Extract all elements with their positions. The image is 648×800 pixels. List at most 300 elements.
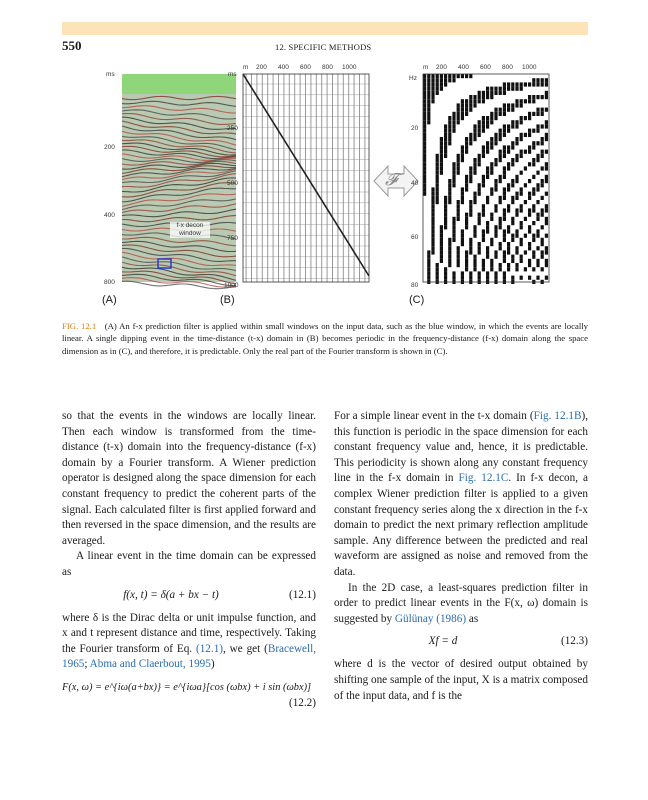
- fx-cell: [473, 133, 476, 137]
- fx-cell: [478, 133, 481, 137]
- equation-12-1: [62, 585, 316, 607]
- fx-cell: [457, 108, 460, 112]
- panel-c-top-tick: 600: [480, 64, 491, 71]
- fx-cell: [503, 87, 506, 91]
- fx-cell: [507, 242, 510, 246]
- fx-cell: [482, 116, 485, 120]
- fx-cell: [473, 162, 476, 166]
- fx-cell: [478, 250, 481, 254]
- fx-cell: [440, 82, 443, 86]
- fx-cell: [486, 150, 489, 154]
- fx-cell: [503, 238, 506, 242]
- fx-cell: [520, 87, 523, 91]
- fx-cell: [465, 112, 468, 116]
- fx-cell: [545, 208, 548, 212]
- fx-cell: [503, 192, 506, 196]
- fx-cell: [423, 95, 426, 99]
- panel-b-tick: 750: [227, 235, 238, 242]
- fx-cell: [478, 162, 481, 166]
- fx-cell: [461, 103, 464, 107]
- text-run: . In f-x decon, a complex Wiener prediction filter is applied to a given constant frequency series along the x direction in the f-x domain to predict the next primary reflection amplitude sample. Any difference between the predicted and real waveform are assigned as noise and removed from the data.: [334, 472, 588, 578]
- fx-cell: [545, 91, 548, 95]
- fx-cell: [461, 158, 464, 162]
- fx-cell: [490, 87, 493, 91]
- fx-cell: [520, 99, 523, 103]
- fx-cell: [461, 187, 464, 191]
- fx-cell: [486, 221, 489, 225]
- fx-cell: [444, 213, 447, 217]
- fx-cell: [486, 175, 489, 179]
- fx-cell: [515, 213, 518, 217]
- fx-cell: [545, 108, 548, 112]
- fx-cell: [465, 187, 468, 191]
- fx-cell: [473, 192, 476, 196]
- fx-cell: [440, 145, 443, 149]
- fx-cell: [465, 259, 468, 263]
- fx-cell: [520, 208, 523, 212]
- fx-cell: [486, 95, 489, 99]
- panel-c-unit: Hz: [409, 75, 417, 82]
- fx-cell: [545, 162, 548, 166]
- fx-cell: [427, 116, 430, 120]
- fx-cell: [448, 133, 451, 137]
- fx-cell: [444, 124, 447, 128]
- fx-cell: [482, 124, 485, 128]
- fx-cell: [427, 74, 430, 78]
- fx-cell: [461, 192, 464, 196]
- fx-cell: [473, 267, 476, 271]
- fx-cell: [528, 145, 531, 149]
- fx-cell: [536, 234, 539, 238]
- fx-cell: [448, 124, 451, 128]
- panel-b-label: (B): [220, 294, 235, 306]
- fx-cell: [486, 141, 489, 145]
- fx-cell: [482, 179, 485, 183]
- fx-cell: [440, 259, 443, 263]
- fx-cell: [494, 179, 497, 183]
- fx-cell: [465, 267, 468, 271]
- fx-cell: [490, 120, 493, 124]
- fx-cell: [448, 255, 451, 259]
- fx-cell: [457, 204, 460, 208]
- fx-cell: [486, 91, 489, 95]
- fx-cell: [452, 221, 455, 225]
- figure-ref-link[interactable]: Fig. 12.1B: [533, 410, 582, 422]
- fx-cell: [465, 179, 468, 183]
- fx-cell: [431, 213, 434, 217]
- citation-link[interactable]: Abma and Claerbout, 1995: [89, 658, 211, 671]
- fx-cell: [478, 183, 481, 187]
- equation-body: f(x, t) = δ(a + bx − t): [123, 588, 219, 601]
- fx-cell: [440, 166, 443, 170]
- fx-cell: [541, 255, 544, 259]
- fx-cell: [444, 200, 447, 204]
- fx-cell: [524, 82, 527, 86]
- fx-cell: [469, 103, 472, 107]
- fx-cell: [532, 112, 535, 116]
- fx-cell: [503, 250, 506, 254]
- fx-cell: [507, 229, 510, 233]
- fx-cell: [507, 166, 510, 170]
- panel-c-tick: 40: [411, 180, 419, 187]
- fx-cell: [511, 234, 514, 238]
- fx-cell: [503, 112, 506, 116]
- fx-cell: [431, 250, 434, 254]
- fx-cell: [515, 250, 518, 254]
- fx-cell: [444, 82, 447, 86]
- fx-cell: [515, 175, 518, 179]
- fx-cell: [452, 124, 455, 128]
- fx-cell: [528, 99, 531, 103]
- fx-cell: [486, 124, 489, 128]
- panel-b-top-tick: 1000: [342, 64, 357, 71]
- running-head: 12. SPECIFIC METHODS: [275, 42, 372, 52]
- fx-cell: [461, 74, 464, 78]
- fx-cell: [532, 141, 535, 145]
- fx-cell: [457, 116, 460, 120]
- fx-cell: [478, 91, 481, 95]
- fx-cell: [482, 267, 485, 271]
- figure-ref-link[interactable]: Fig. 12.1C: [458, 472, 509, 485]
- fx-cell: [465, 137, 468, 141]
- fx-cell: [515, 82, 518, 86]
- fx-cell: [461, 112, 464, 116]
- fx-cell: [457, 259, 460, 263]
- fx-cell: [465, 255, 468, 259]
- fx-cell: [448, 192, 451, 196]
- fx-cell: [536, 213, 539, 217]
- fx-cell: [431, 204, 434, 208]
- fx-cell: [452, 171, 455, 175]
- panel-b-top-tick: 800: [322, 64, 333, 71]
- fx-cell: [503, 187, 506, 191]
- fx-cell: [482, 129, 485, 133]
- fx-cell: [545, 124, 548, 128]
- fx-cell: [465, 183, 468, 187]
- fx-cell: [448, 263, 451, 267]
- fx-cell: [536, 246, 539, 250]
- fx-cell: [503, 133, 506, 137]
- fx-cell: [444, 78, 447, 82]
- fx-cell: [448, 120, 451, 124]
- fx-cell: [461, 276, 464, 280]
- fx-cell: [545, 133, 548, 137]
- fx-cell: [478, 95, 481, 99]
- panel-c-label: (C): [409, 294, 425, 306]
- equation-12-3: [334, 631, 588, 653]
- fx-cell: [515, 120, 518, 124]
- fx-cell: [532, 267, 535, 271]
- fx-cell: [545, 179, 548, 183]
- fx-cell: [536, 95, 539, 99]
- fx-cell: [482, 150, 485, 154]
- fx-cell: [511, 158, 514, 162]
- fx-cell: [473, 95, 476, 99]
- fx-cell: [541, 82, 544, 86]
- fx-cell: [494, 271, 497, 275]
- fx-cell: [452, 120, 455, 124]
- fx-cell: [444, 225, 447, 229]
- fx-cell: [520, 171, 523, 175]
- fx-cell: [440, 137, 443, 141]
- equation-body: Xf = d: [428, 635, 458, 648]
- fx-cell: [469, 238, 472, 242]
- fx-cell: [440, 78, 443, 82]
- fx-cell: [423, 91, 426, 95]
- fx-cell: [524, 150, 527, 154]
- panel-c-top-tick: 800: [502, 64, 513, 71]
- fx-cell: [486, 145, 489, 149]
- fx-cell: [423, 158, 426, 162]
- fx-cell: [528, 162, 531, 166]
- fx-cell: [528, 129, 531, 133]
- panel-c-top-tick: 400: [458, 64, 469, 71]
- fx-cell: [461, 145, 464, 149]
- equation-number: (12.3): [560, 635, 588, 648]
- fx-cell: [507, 87, 510, 91]
- fx-cell: [465, 221, 468, 225]
- fx-cell: [490, 91, 493, 95]
- fx-cell: [469, 108, 472, 112]
- fx-cell: [520, 82, 523, 86]
- fx-cell: [499, 175, 502, 179]
- paragraph: so that the events in the windows are locally linear. Then each window is transformed from the time-distance (t-x) domain into the frequency-distance (f-x) domain by a Fourier transform. A Wiener prediction operator is designed along the space dimension for each constant frequency to predict the coherent parts of the signal. Each calculated filter is first applied forward and then reversed in the space dimension, and the results are averaged.: [62, 410, 316, 547]
- fx-cell: [448, 141, 451, 145]
- fx-cell: [515, 154, 518, 158]
- fx-cell: [503, 166, 506, 170]
- figure-graphic: [62, 62, 588, 312]
- fx-cell: [520, 238, 523, 242]
- fx-cell: [503, 213, 506, 217]
- fx-cell: [528, 276, 531, 280]
- fx-cell: [444, 208, 447, 212]
- fx-cell: [444, 74, 447, 78]
- fx-cell: [431, 229, 434, 233]
- fx-cell: [452, 217, 455, 221]
- fx-cell: [486, 171, 489, 175]
- fx-cell: [448, 238, 451, 242]
- fx-cell: [444, 154, 447, 158]
- fx-cell: [503, 229, 506, 233]
- fx-cell: [452, 74, 455, 78]
- fx-cell: [436, 82, 439, 86]
- fx-cell: [490, 137, 493, 141]
- fx-cell: [494, 183, 497, 187]
- fx-cell: [520, 204, 523, 208]
- fx-cell: [494, 112, 497, 116]
- panel-a-label: (A): [102, 294, 117, 306]
- fx-cell: [444, 129, 447, 133]
- fx-cell: [436, 175, 439, 179]
- fx-cell: [545, 259, 548, 263]
- fx-cell: [520, 116, 523, 120]
- fx-cell: [524, 133, 527, 137]
- fx-cell: [440, 162, 443, 166]
- fx-cell: [448, 196, 451, 200]
- fx-cell: [423, 103, 426, 107]
- fx-cell: [423, 162, 426, 166]
- fx-cell: [532, 238, 535, 242]
- fx-cell: [511, 108, 514, 112]
- fx-cell: [436, 78, 439, 82]
- fx-cell: [528, 192, 531, 196]
- fx-cell: [520, 259, 523, 263]
- fx-cell: [465, 175, 468, 179]
- fx-cell: [511, 120, 514, 124]
- fx-cell: [448, 129, 451, 133]
- equation-ref-link[interactable]: (12.1): [195, 642, 224, 655]
- fx-cell: [457, 112, 460, 116]
- fx-cell: [503, 145, 506, 149]
- fx-cell: [486, 255, 489, 259]
- fx-cell: [503, 82, 506, 86]
- fx-cell: [520, 120, 523, 124]
- fx-cell: [461, 196, 464, 200]
- fx-cell: [469, 95, 472, 99]
- fx-cell: [427, 78, 430, 82]
- fx-cell: [452, 276, 455, 280]
- fx-cell: [511, 255, 514, 259]
- fx-cell: [448, 183, 451, 187]
- fx-cell: [532, 158, 535, 162]
- fx-cell: [431, 74, 434, 78]
- citation-link[interactable]: Bracewell, 1965: [62, 642, 317, 671]
- fx-cell: [541, 108, 544, 112]
- fx-cell: [486, 229, 489, 233]
- fx-cell: [499, 217, 502, 221]
- text-run: , we get (: [223, 642, 268, 655]
- fx-cell: [427, 263, 430, 267]
- caption-label: FIG. 12.1: [62, 321, 97, 331]
- fx-cell: [482, 263, 485, 267]
- fx-cell: [490, 187, 493, 191]
- fx-cell: [457, 171, 460, 175]
- fx-cell: [528, 82, 531, 86]
- fx-cell: [536, 171, 539, 175]
- fx-cell: [473, 166, 476, 170]
- fx-cell: [465, 99, 468, 103]
- fx-cell: [532, 78, 535, 82]
- fx-cell: [448, 246, 451, 250]
- fx-cell: [503, 108, 506, 112]
- fx-cell: [473, 124, 476, 128]
- fx-cell: [515, 103, 518, 107]
- fx-cell: [469, 213, 472, 217]
- fx-cell: [545, 78, 548, 82]
- fx-cell: [536, 158, 539, 162]
- fx-cell: [511, 179, 514, 183]
- panel-c-top-unit: m: [423, 64, 429, 71]
- fx-cell: [541, 242, 544, 246]
- fx-cell: [499, 133, 502, 137]
- fx-cell: [444, 221, 447, 225]
- fx-cell: [469, 137, 472, 141]
- fx-cell: [536, 183, 539, 187]
- panel-c-top-tick: 200: [436, 64, 447, 71]
- citation-link[interactable]: Gülünay (1986): [394, 612, 467, 625]
- fx-cell: [440, 74, 443, 78]
- fx-cell: [524, 267, 527, 271]
- fx-cell: [490, 213, 493, 217]
- fx-cell: [511, 162, 514, 166]
- panel-b-top-unit: m: [243, 64, 249, 71]
- fx-cell: [452, 179, 455, 183]
- fx-cell: [440, 158, 443, 162]
- fx-cell: [423, 116, 426, 120]
- fx-cell: [452, 238, 455, 242]
- fx-cell: [520, 192, 523, 196]
- fx-cell: [528, 95, 531, 99]
- fx-cell: [545, 175, 548, 179]
- fx-cell: [499, 196, 502, 200]
- fx-cell: [478, 271, 481, 275]
- panel-c-tick: 80: [411, 282, 419, 289]
- fx-cell: [528, 133, 531, 137]
- fx-cell: [473, 229, 476, 233]
- fx-cell: [532, 221, 535, 225]
- fx-cell: [486, 246, 489, 250]
- fx-cell: [478, 221, 481, 225]
- fx-cell: [541, 137, 544, 141]
- fx-cell: [503, 234, 506, 238]
- fx-cell: [490, 112, 493, 116]
- fx-cell: [490, 217, 493, 221]
- fx-cell: [532, 82, 535, 86]
- fourier-symbol: 𝓕: [385, 170, 398, 189]
- fx-cell: [494, 108, 497, 112]
- fx-cell: [423, 166, 426, 170]
- fx-cell: [431, 192, 434, 196]
- fx-cell: [423, 175, 426, 179]
- fx-cell: [536, 141, 539, 145]
- fx-cell: [473, 158, 476, 162]
- fx-cell: [503, 175, 506, 179]
- fx-cell: [503, 129, 506, 133]
- fx-cell: [536, 229, 539, 233]
- fx-cell: [532, 255, 535, 259]
- fx-cell: [423, 124, 426, 128]
- fx-cell: [528, 213, 531, 217]
- fx-cell: [461, 99, 464, 103]
- fx-cell: [532, 129, 535, 133]
- text-run: ): [210, 658, 215, 671]
- fx-cell: [478, 120, 481, 124]
- fx-cell: [436, 154, 439, 158]
- fx-cell: [431, 196, 434, 200]
- fx-cell: [469, 171, 472, 175]
- text-run: ), this function is periodic in the space dimension for each constant frequency value and, hence, it is predictable. This periodicity is shown along any constant frequency line in the f-x domain in: [334, 410, 588, 485]
- fx-cell: [536, 263, 539, 267]
- fx-cell: [532, 175, 535, 179]
- fx-cell: [469, 242, 472, 246]
- fx-cell: [436, 179, 439, 183]
- fx-cell: [469, 133, 472, 137]
- fx-cell: [528, 112, 531, 116]
- fx-cell: [436, 183, 439, 187]
- fx-cell: [423, 171, 426, 175]
- fx-cell: [452, 175, 455, 179]
- fx-cell: [457, 154, 460, 158]
- fx-cell: [461, 234, 464, 238]
- fx-cell: [461, 116, 464, 120]
- panel-c-top-tick: 1000: [522, 64, 537, 71]
- equation-number: (12.2): [288, 696, 316, 709]
- fx-cell: [423, 99, 426, 103]
- fx-cell: [482, 259, 485, 263]
- fx-cell: [545, 137, 548, 141]
- fx-cell: [431, 238, 434, 242]
- fx-cell: [507, 103, 510, 107]
